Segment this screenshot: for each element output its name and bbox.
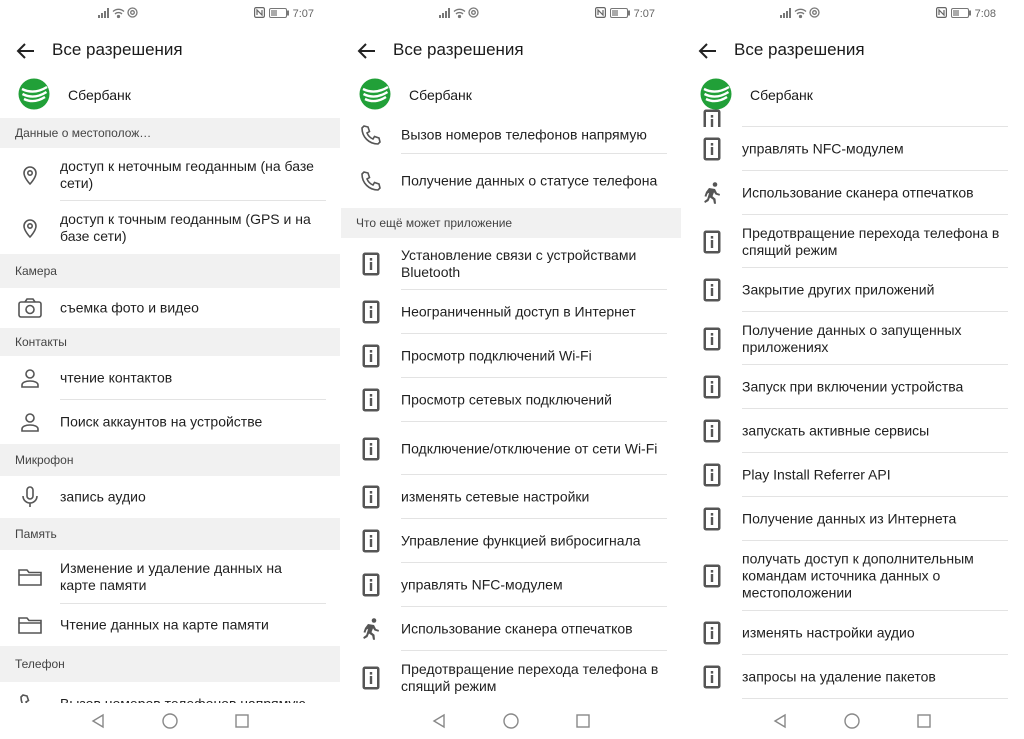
- app-header: [341, 74, 681, 116]
- info-icon: [357, 664, 385, 692]
- info-icon: [357, 435, 385, 463]
- permission-item[interactable]: [0, 356, 340, 400]
- permission-label: Получение данных о статусе телефона: [401, 172, 658, 189]
- permission-list[interactable]: [682, 118, 1022, 703]
- phone-icon: [357, 167, 385, 195]
- permission-item[interactable]: [682, 655, 1022, 699]
- permission-label: Предотвращение перехода телефона в спящий режим: [742, 224, 1000, 258]
- permission-label: Подключение/отключение от сети Wi-Fi: [401, 440, 658, 456]
- nav-home-icon[interactable]: [844, 713, 860, 734]
- nav-home-icon[interactable]: [162, 713, 178, 734]
- permission-label: Запуск при включении устройства: [742, 378, 964, 395]
- permission-item[interactable]: [682, 453, 1022, 497]
- nfc-icon: [254, 7, 265, 21]
- fingerprint-icon: [698, 179, 726, 207]
- mic-icon: [16, 483, 44, 511]
- section-header: Камера: [0, 254, 340, 288]
- info-icon: [357, 483, 385, 511]
- status-right: [936, 7, 996, 21]
- app-header: [682, 74, 1022, 116]
- permission-item[interactable]: [682, 497, 1022, 541]
- person-icon: [16, 364, 44, 392]
- permission-item[interactable]: [682, 114, 1022, 127]
- permission-item[interactable]: [341, 154, 681, 208]
- nav-back-icon[interactable]: [90, 713, 106, 734]
- permission-label: Просмотр подключений Wi-Fi: [401, 347, 592, 364]
- nav-recents-icon[interactable]: [916, 713, 932, 734]
- app-bar: [682, 33, 1022, 67]
- info-icon: [698, 373, 726, 401]
- permission-label: запускать активные сервисы: [742, 422, 930, 439]
- permission-label: получать доступ к дополнительным командам источника данных о местоположении: [742, 550, 974, 601]
- info-icon: [698, 417, 726, 445]
- permission-list[interactable]: [341, 118, 681, 703]
- info-icon: [698, 663, 726, 691]
- permission-label: доступ к точным геоданным (GPS и на базе сети): [60, 210, 311, 244]
- permission-label: съемка фото и видео: [60, 299, 199, 316]
- permission-label: запросы на удаление пакетов: [742, 668, 936, 685]
- permission-item[interactable]: [682, 365, 1022, 409]
- permission-item[interactable]: [682, 171, 1022, 215]
- info-icon: [698, 562, 726, 590]
- location-icon: [16, 214, 44, 242]
- permission-label: управлять NFC-модулем: [401, 576, 563, 593]
- navigation-bar: [0, 703, 340, 739]
- clock: 7:08: [974, 8, 996, 20]
- permission-label: Управление функцией вибросигнала: [401, 532, 641, 549]
- app-name: Сбербанк: [68, 87, 131, 103]
- permission-list[interactable]: [0, 118, 340, 703]
- location-icon: [16, 161, 44, 189]
- signal-icons: [439, 7, 479, 18]
- battery-icon: [610, 8, 630, 21]
- folder-icon: [16, 563, 44, 591]
- status-right: [595, 7, 655, 21]
- info-icon: [357, 571, 385, 599]
- permission-item[interactable]: [341, 519, 681, 563]
- permission-label: Просмотр сетевых подключений: [401, 391, 612, 408]
- back-arrow-icon[interactable]: [696, 39, 720, 63]
- permission-label: изменять настройки аудио: [742, 624, 915, 641]
- info-icon: [698, 619, 726, 647]
- permission-item[interactable]: [0, 148, 340, 201]
- app-bar: [0, 33, 340, 67]
- info-icon: [698, 325, 726, 353]
- permission-item[interactable]: [682, 312, 1022, 365]
- permission-item[interactable]: [341, 651, 681, 705]
- signal-icons: [98, 7, 138, 18]
- nav-recents-icon[interactable]: [575, 713, 591, 734]
- divider: [742, 698, 1008, 699]
- permission-label: Play Install Referrer API: [742, 466, 891, 483]
- section-header: Что ещё может приложение: [341, 208, 681, 238]
- info-icon: [698, 461, 726, 489]
- status-bar: [0, 0, 340, 26]
- back-arrow-icon[interactable]: [355, 39, 379, 63]
- fingerprint-icon: [357, 615, 385, 643]
- person-icon: [16, 408, 44, 436]
- permission-label: изменять сетевые настройки: [401, 488, 590, 505]
- permission-label: Установление связи с устройствами Bluetooth: [401, 247, 637, 280]
- clock: 7:07: [292, 8, 314, 20]
- info-icon: [357, 342, 385, 370]
- permissions-screen-3: [682, 0, 1022, 739]
- permission-item[interactable]: [0, 400, 340, 444]
- permission-label: Вызов номеров телефонов напрямую: [401, 126, 647, 142]
- info-icon: [357, 298, 385, 326]
- section-header: Контакты: [0, 328, 340, 356]
- permission-label: запись аудио: [60, 488, 146, 505]
- permission-label: Чтение данных на карте памяти: [60, 616, 269, 633]
- back-arrow-icon[interactable]: [14, 39, 38, 63]
- page-title: Все разрешения: [52, 40, 183, 59]
- app-name: Сбербанк: [750, 87, 813, 103]
- permission-label: Предотвращение перехода телефона в спящий режим: [401, 661, 659, 694]
- permission-label: Неограниченный доступ в Интернет: [401, 303, 636, 320]
- info-icon: [357, 386, 385, 414]
- permission-item[interactable]: [682, 611, 1022, 655]
- sberbank-logo-icon: [359, 78, 391, 110]
- navigation-bar: [341, 703, 681, 739]
- permission-label: Получение данных из Интернета: [742, 510, 957, 527]
- permissions-screen-2: [341, 0, 681, 739]
- page-title: Все разрешения: [734, 40, 865, 59]
- permission-item[interactable]: [341, 238, 681, 290]
- sberbank-logo-icon: [18, 78, 50, 110]
- permission-label: Поиск аккаунтов на устройстве: [60, 413, 263, 430]
- folder-icon: [16, 611, 44, 639]
- info-icon: [698, 135, 726, 163]
- permission-label: Использование сканера отпечатков: [742, 184, 974, 201]
- signal-icons: [780, 7, 820, 18]
- status-bar: [682, 0, 1022, 26]
- info-icon: [357, 527, 385, 555]
- nav-back-icon[interactable]: [772, 713, 788, 734]
- phone-icon: [357, 121, 385, 149]
- permission-item[interactable]: [682, 409, 1022, 453]
- app-name: Сбербанк: [409, 87, 472, 103]
- section-header: Память: [0, 518, 340, 550]
- info-icon: [698, 276, 726, 304]
- nav-back-icon[interactable]: [431, 713, 447, 734]
- permission-label: Изменение и удаление данных на карте памяти: [60, 560, 282, 593]
- status-bar: [341, 0, 681, 26]
- permission-item[interactable]: [682, 541, 1022, 611]
- status-right: [254, 7, 314, 21]
- info-icon: [357, 250, 385, 278]
- permission-label: чтение контактов: [60, 369, 173, 386]
- page-title: Все разрешения: [393, 40, 524, 59]
- clock: 7:07: [633, 8, 655, 20]
- permission-label: Использование сканера отпечатков: [401, 620, 633, 637]
- permission-item[interactable]: [341, 115, 681, 154]
- permission-label: Получение данных о запущенных приложениях: [742, 321, 962, 355]
- permission-item[interactable]: [0, 550, 340, 604]
- permission-item[interactable]: [341, 290, 681, 334]
- permission-item[interactable]: [341, 422, 681, 475]
- section-header: Телефон: [0, 646, 340, 682]
- info-icon: [698, 228, 726, 256]
- section-header: Микрофон: [0, 444, 340, 476]
- nav-home-icon[interactable]: [503, 713, 519, 734]
- permission-label: Закрытие других приложений: [742, 281, 935, 298]
- permission-label: доступ к неточным геоданным (на базе сети): [60, 157, 314, 191]
- battery-icon: [951, 8, 971, 21]
- battery-icon: [269, 8, 289, 21]
- permission-item[interactable]: [341, 334, 681, 378]
- sberbank-logo-icon: [700, 78, 732, 110]
- permission-item[interactable]: [341, 607, 681, 651]
- permission-item[interactable]: [341, 475, 681, 519]
- permission-item[interactable]: [682, 127, 1022, 171]
- permission-item[interactable]: [0, 288, 340, 328]
- nfc-icon: [595, 7, 606, 21]
- info-icon: [698, 505, 726, 533]
- permission-item[interactable]: [682, 268, 1022, 312]
- navigation-bar: [682, 703, 1022, 739]
- app-bar: [341, 33, 681, 67]
- permissions-screen-1: [0, 0, 340, 739]
- app-header: [0, 74, 340, 116]
- permission-item[interactable]: [682, 215, 1022, 268]
- permission-label: управлять NFC-модулем: [742, 140, 904, 157]
- section-header: Данные о местополож…: [0, 118, 340, 148]
- permission-item[interactable]: [0, 604, 340, 646]
- permission-item[interactable]: [0, 201, 340, 254]
- permission-item[interactable]: [341, 378, 681, 422]
- permission-item[interactable]: [0, 476, 340, 518]
- permission-item[interactable]: [341, 563, 681, 607]
- nfc-icon: [936, 7, 947, 21]
- nav-recents-icon[interactable]: [234, 713, 250, 734]
- camera-icon: [16, 294, 44, 322]
